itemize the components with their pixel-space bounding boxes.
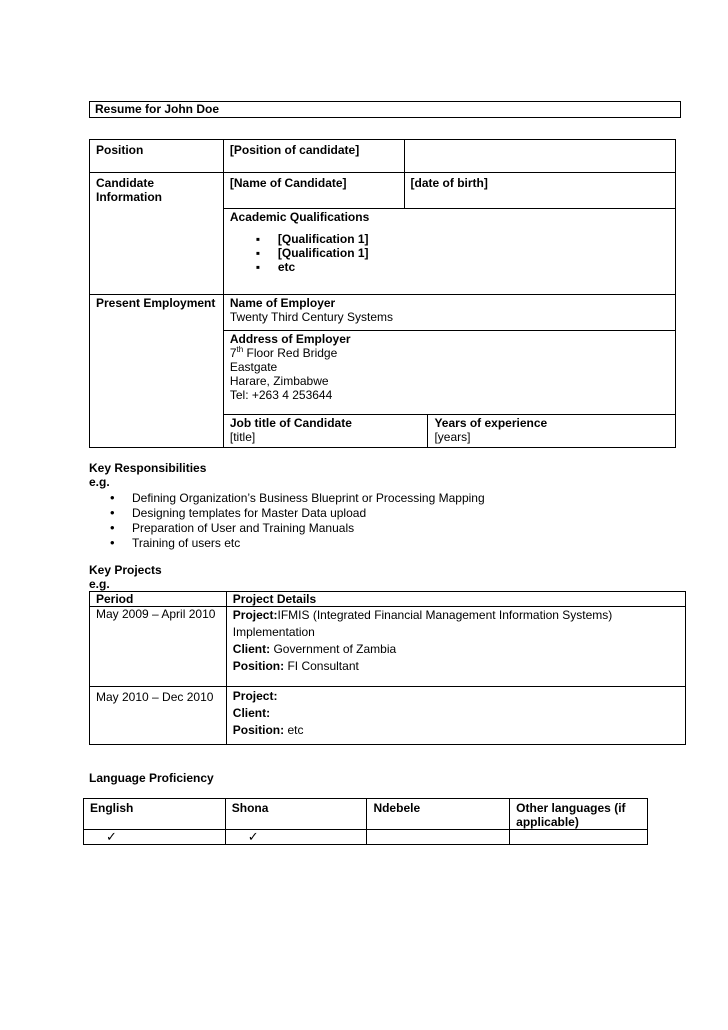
checkmark-icon: ✓ [106,829,117,844]
checkmark-icon: ✓ [247,829,259,844]
position-value: [Position of candidate] [223,140,404,173]
candidate-dob: [date of birth] [404,173,675,209]
position-label: Position: [232,723,285,737]
resume-title [89,101,681,118]
project-value: IFMIS (Integrated Financial Management Information Systems) [277,608,613,622]
job-title-heading: Job title of Candidate [229,416,352,430]
candidate-name: [Name of Candidate] [223,173,404,209]
address-line: Tel: +263 4 253644 [229,388,333,402]
employer-cell [223,295,675,331]
responsibility-item: • Designing templates for Master Data upload [132,506,709,520]
qualifications-list [278,232,669,274]
employer-address-cell [223,331,675,415]
employer-heading: Name of Employer [229,296,336,310]
project-period: May 2010 – Dec 2010 [90,687,227,745]
position-label: Position [90,140,224,173]
experience-cell [428,415,676,448]
project-details [226,607,685,687]
project-value-cont: Implementation [232,625,315,639]
responsibility-item: • Defining Organization’s Business Blueprint or Processing Mapping [132,491,709,505]
language-other: Other languages (if applicable) [510,799,648,830]
projects-table [89,591,686,745]
responsibilities-eg: e.g. [89,475,110,489]
qualifications-heading: Academic Qualifications [229,210,370,224]
project-label: Project: [232,689,278,703]
experience-value: [years] [434,430,471,444]
position-label: Position: [232,659,285,673]
projects-col-details: Project Details [226,592,685,607]
resume-title-text: Resume for John Doe [95,102,220,116]
position-value: FI Consultant [284,659,359,673]
shona-check-cell [225,830,367,845]
job-title-cell [223,415,428,448]
job-title-value: [title] [229,430,256,444]
project-label: Project: [232,608,278,622]
languages-table [83,798,648,845]
responsibilities-list [132,491,709,550]
language-english: English [84,799,226,830]
language-shona: Shona [225,799,367,830]
languages-heading: Language Proficiency [89,771,214,785]
address-line: Eastgate [229,360,278,374]
candidate-info-label: Candidate Information [90,173,224,295]
qualification-item: ▪ etc [278,260,669,274]
projects-eg: e.g. [89,577,110,591]
candidate-table [89,139,676,448]
address-floor: 7th Floor Red Bridge [229,345,338,360]
projects-col-period: Period [90,592,227,607]
project-period: May 2009 – April 2010 [90,607,227,687]
projects-heading: Key Projects [89,563,162,577]
projects-section-heading [89,563,162,591]
position-blank-cell [404,140,675,173]
responsibility-item: • Training of users etc [132,536,709,550]
other-check-cell [510,830,648,845]
client-label: Client: [232,706,271,720]
present-employment-label: Present Employment [90,295,224,448]
experience-heading: Years of experience [434,416,548,430]
position-value: etc [284,723,304,737]
qualifications-cell [223,209,675,295]
client-value: Government of Zambia [270,642,397,656]
responsibilities-heading: Key Responsibilities [89,461,207,475]
address-heading: Address of Employer [229,332,351,346]
client-label: Client: [232,642,271,656]
qualification-item: ▪ [Qualification 1] [278,232,669,246]
employer-name: Twenty Third Century Systems [229,310,394,324]
language-ndebele: Ndebele [367,799,510,830]
responsibilities-section [89,461,709,550]
project-details [226,687,685,745]
responsibility-item: • Preparation of User and Training Manuals [132,521,709,535]
english-check-cell [84,830,226,845]
address-line: Harare, Zimbabwe [229,374,329,388]
ndebele-check-cell [367,830,510,845]
qualification-item: ▪ [Qualification 1] [278,246,669,260]
